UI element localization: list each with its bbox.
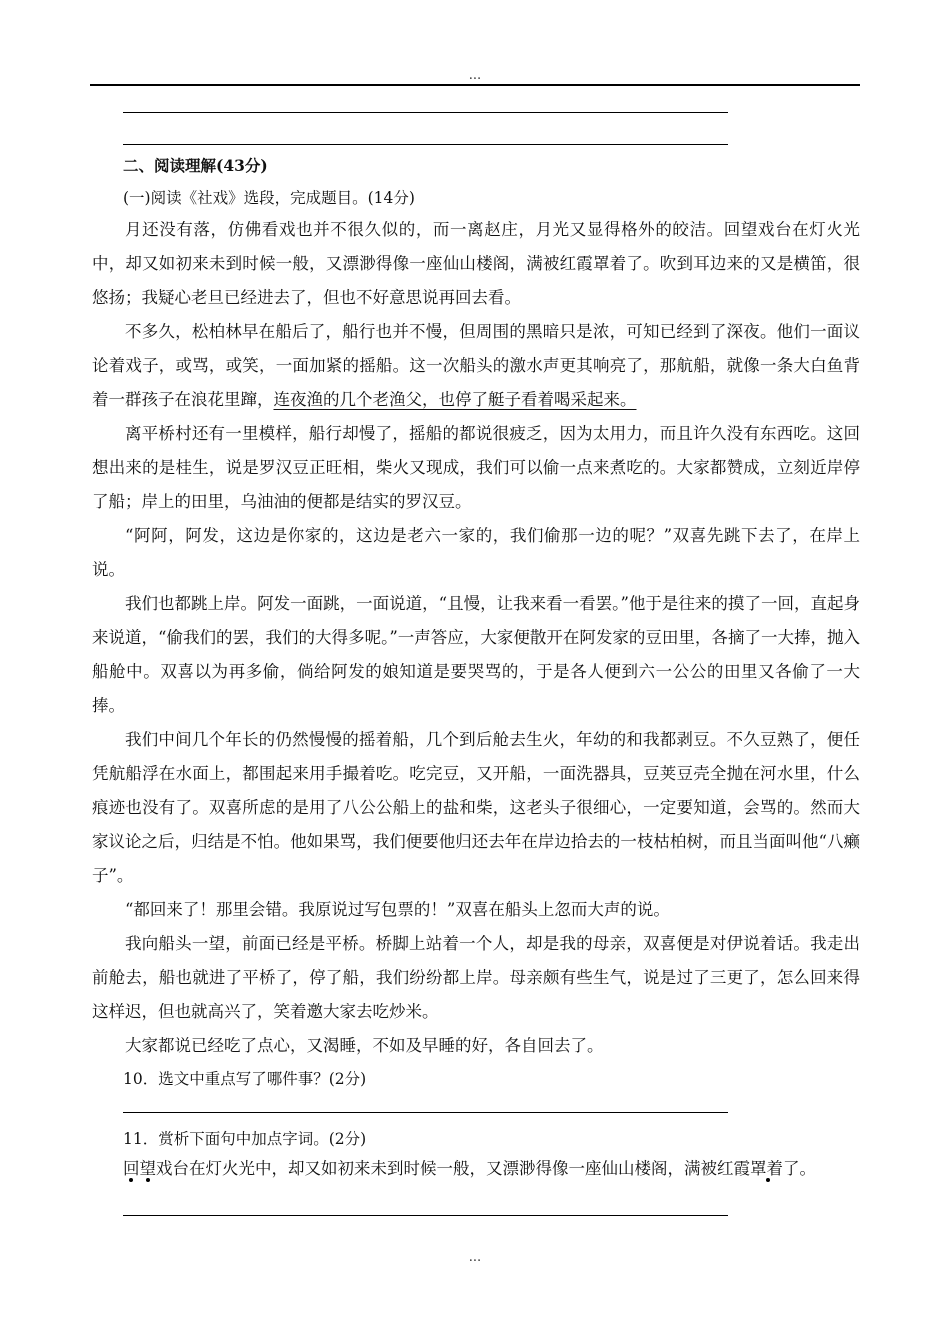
paragraph-9: 大家都说已经吃了点心，又渴睡，不如及早睡的好，各自回去了。 (125, 1036, 604, 1055)
paragraph-2-text: 不多久，松柏林早在船后了，船行也并不慢，但周围的黑暗只是浓，可知已经到了深夜。他们一面议论着戏子，或骂，或笑，一面加紧的摇船。这一次船头的激水声更其响亮了，那航船，就像一条大白鱼背着一群孩子在浪花里蹿， (92, 322, 860, 409)
paragraph-3: 离平桥村还有一里模样，船行却慢了，摇船的都说很疲乏，因为太用力，而且许久没有东西吃。这回想出来的是桂生，说是罗汉豆正旺相，柴火又现成，我们可以偷一点来煮吃的。大家都赞成，立刻近岸停了船；岸上的田里，乌油油的便都是结实的罗汉豆。 (92, 424, 860, 511)
emphasis-dot (146, 1178, 150, 1182)
paragraph-7: “都回来了！那里会错。我原说过写包票的！”双喜在船头上忽而大声的说。 (125, 900, 670, 919)
underlined-sentence: 连夜渔的几个老渔父，也停了艇子看着喝采起来。 (273, 390, 637, 409)
answer-line[interactable] (123, 1112, 728, 1113)
question-11: 11．赏析下面句中加点字词。(2分) (123, 1130, 367, 1148)
paragraph-5: 我们也都跳上岸。阿发一面跳，一面说道，“且慢，让我来看一看罢。”他于是往来的摸了一回，直起身来说道，“偷我们的罢，我们的大得多呢。”一声答应，大家便散开在阿发家的豆田里，各摘了一大捧，抛入船舱中。双喜以为再多偷，倘给阿发的娘知道是要哭骂的，于是各人便到六一公公的田里又各偷了一大捧。 (92, 594, 860, 715)
paragraph-1: 月还没有落，仿佛看戏也并不很久似的，而一离赵庄，月光又显得格外的皎洁。回望戏台在灯火光中，却又如初来未到时候一般，又漂渺得像一座仙山楼阁，满被红霞罩着了。吹到耳边来的又是横笛，很悠扬；我疑心老旦已经进去了，但也不好意思说再回去看。 (92, 220, 860, 307)
page-footer-mark: ... (468, 1250, 482, 1265)
header-rule (90, 84, 860, 86)
paragraph-8: 我向船头一望，前面已经是平桥。桥脚上站着一个人，却是我的母亲，双喜便是对伊说着话。我走出前舱去，船也就进了平桥了，停了船，我们纷纷都上岸。母亲颇有些生气，说是过了三更了，怎么回来得这样迟，但也就高兴了，笑着邀大家去吃炒米。 (92, 934, 860, 1021)
emphasis-dot (766, 1178, 770, 1182)
answer-line[interactable] (123, 112, 728, 113)
subsection-title: (一)阅读《社戏》选段，完成题目。(14分) (123, 189, 415, 207)
question-11-sentence: 回望戏台在灯火光中，却又如初来未到时候一般，又漂渺得像一座仙山楼阁，满被红霞罩着了。 (123, 1159, 816, 1178)
emphasis-dot (129, 1178, 133, 1182)
paragraph-4: “阿阿，阿发，这边是你家的，这边是老六一家的，我们偷那一边的呢？”双喜先跳下去了，在岸上说。 (92, 526, 860, 579)
question-10: 10．选文中重点写了哪件事？(2分) (123, 1070, 367, 1088)
paragraph-6: 我们中间几个年长的仍然慢慢的摇着船，几个到后舱去生火，年幼的和我都剥豆。不久豆熟了，便任凭航船浮在水面上，都围起来用手撮着吃。吃完豆，又开船，一面洗器具，豆荚豆壳全抛在河水里，什么痕迹也没有了。双喜所虑的是用了八公公船上的盐和柴，这老头子很细心，一定要知道，会骂的。然而大家议论之后，归结是不怕。他如果骂，我们便要他归还去年在岸边拾去的一枝枯柏树，而且当面叫他“八癞子”。 (92, 730, 860, 885)
paragraph-2 (92, 315, 860, 417)
section-title: 二、阅读理解(43分) (123, 156, 268, 175)
page-header-mark: ... (468, 68, 482, 83)
answer-line[interactable] (123, 1215, 728, 1216)
answer-line[interactable] (123, 144, 728, 145)
